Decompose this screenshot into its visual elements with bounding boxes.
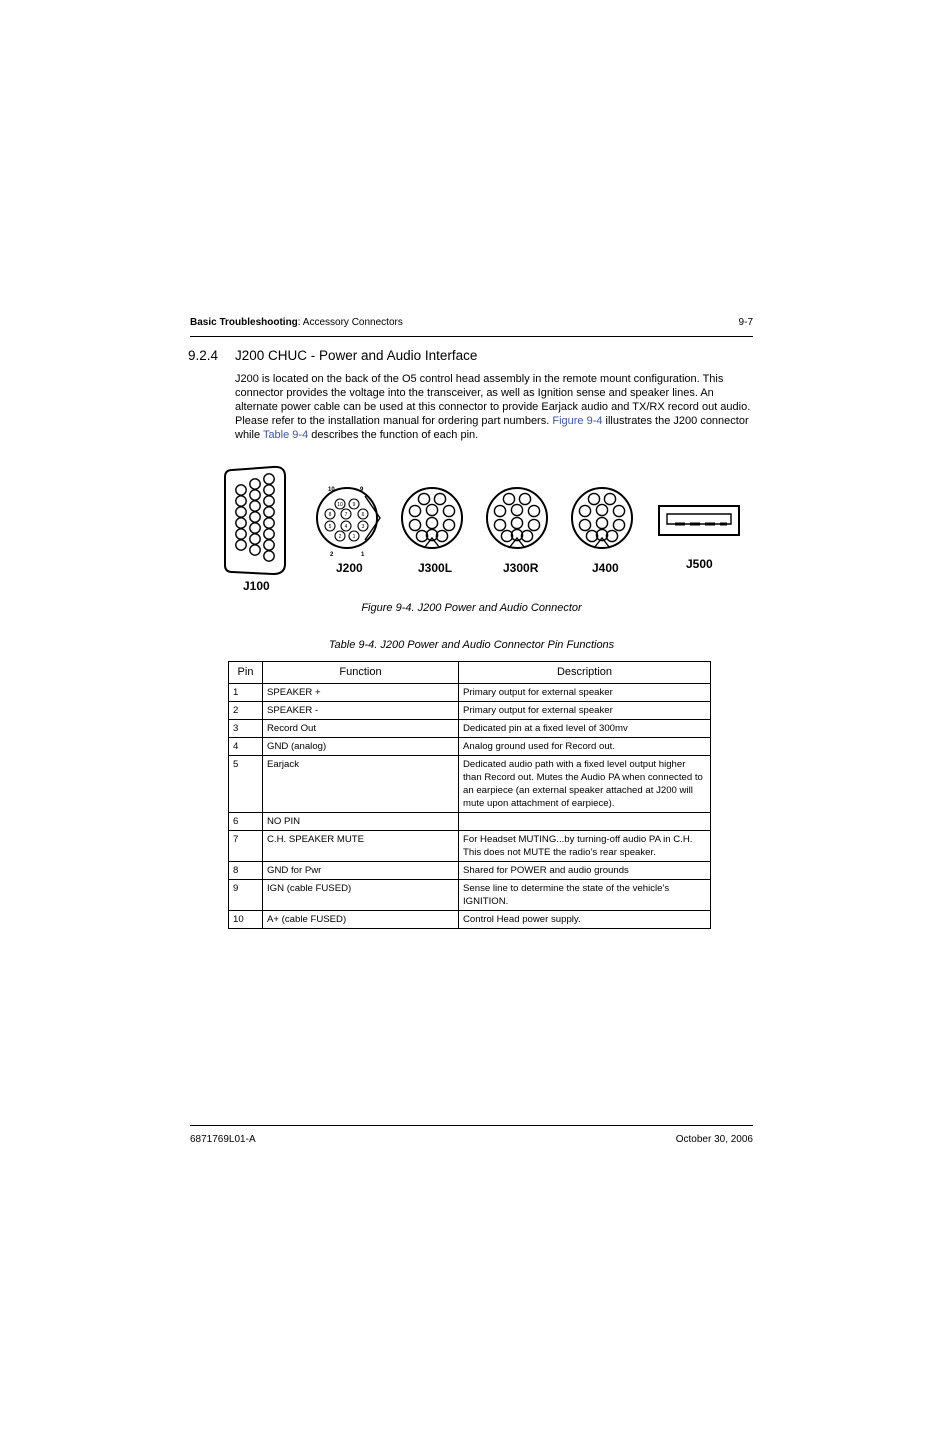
j400-label: J400 [592, 561, 619, 575]
table-row [229, 911, 711, 929]
j100-pin [236, 529, 246, 539]
connector-pin [426, 517, 437, 528]
connector-pin [443, 505, 454, 516]
table-link[interactable]: Table 9-4 [262, 429, 309, 441]
connector-pin [528, 505, 539, 516]
j500-connector [659, 506, 739, 571]
connector-pin [503, 493, 514, 504]
j200-label: J200 [336, 561, 363, 575]
j300l-label: J300L [418, 561, 453, 575]
connector-pin [579, 519, 590, 530]
connector-pin [409, 505, 420, 516]
j300r-label: J300R [503, 561, 539, 575]
j100-pin [250, 479, 260, 489]
j100-label: J100 [243, 579, 270, 593]
connector-pin [511, 517, 522, 528]
j100-pin [250, 523, 260, 533]
j100-pin [264, 507, 274, 517]
table-row [229, 738, 711, 756]
j200-connector [317, 487, 380, 575]
figure-link[interactable]: Figure 9-4 [552, 415, 603, 427]
connector-pin [409, 519, 420, 530]
j200-pin-number: 10 [337, 502, 343, 508]
j200-pin-number: 1 [352, 534, 356, 540]
description-cell: Primary output for external speaker [459, 684, 711, 702]
j100-pin [236, 507, 246, 517]
j100-pin [264, 518, 274, 528]
function-cell: Record Out [263, 720, 459, 738]
function-cell: SPEAKER + [263, 684, 459, 702]
section-heading [188, 348, 477, 363]
description-cell [459, 813, 711, 831]
j200-pin-number: 4 [344, 524, 348, 530]
paragraph-text-3: describes the function of each pin. [308, 429, 479, 441]
table-row [229, 831, 711, 862]
connector-pin [596, 504, 607, 515]
j100-pin [264, 529, 274, 539]
header-function: Function [263, 662, 459, 684]
j200-pin-number: 2 [338, 534, 342, 540]
j100-connector [225, 467, 285, 593]
table-row [229, 862, 711, 880]
function-cell: GND for Pwr [263, 862, 459, 880]
header-page-number: 9-7 [738, 317, 753, 328]
connector-pin [613, 505, 624, 516]
pin-cell: 4 [229, 738, 263, 756]
j500-label: J500 [686, 557, 713, 571]
connector-pin [613, 519, 624, 530]
connector-diagram [215, 462, 755, 597]
j200-pin-label-9: 9 [360, 487, 364, 493]
pin-cell: 8 [229, 862, 263, 880]
j100-pin [264, 551, 274, 561]
connector-pin [494, 519, 505, 530]
page-footer [190, 1125, 753, 1146]
header-section-bold: Basic Troubleshooting [190, 317, 298, 328]
j200-pin-label-10: 10 [328, 487, 335, 493]
j100-pin [250, 534, 260, 544]
connector-figure [215, 462, 755, 602]
j100-pin [250, 501, 260, 511]
function-cell: C.H. SPEAKER MUTE [263, 831, 459, 862]
table-row [229, 813, 711, 831]
j100-pin [250, 545, 260, 555]
j100-pin [236, 518, 246, 528]
table-row [229, 720, 711, 738]
description-cell: Dedicated pin at a fixed level of 300mv [459, 720, 711, 738]
connector-pin [528, 519, 539, 530]
section-number: 9.2.4 [188, 348, 219, 363]
j100-pin [250, 512, 260, 522]
pin-functions-table [228, 661, 711, 929]
pin-cell: 1 [229, 684, 263, 702]
function-cell: IGN (cable FUSED) [263, 880, 459, 911]
paragraph-text-1: J200 is located on the back of the O5 control head assembly in the remote mount configuration. This connector provides the voltage into the transceiver, as well as Ignition sense and speaker lines. An alternate power cable can be used at this connector to provide Earjack audio and TX/RX record out audio. Please refer to the installation manual for ordering part numbers. [235, 373, 751, 427]
description-cell: Dedicated audio path with a fixed level output higher than Record out. Mutes the Audio PA when connected to an earpiece (an external speaker attached at J200 will mute upon attachment of earpiece). [459, 756, 711, 813]
connector-pin [519, 493, 530, 504]
function-cell: SPEAKER - [263, 702, 459, 720]
function-cell: NO PIN [263, 813, 459, 831]
header-description: Description [459, 662, 711, 684]
j100-pin [264, 474, 274, 484]
j100-pin [236, 485, 246, 495]
function-cell: A+ (cable FUSED) [263, 911, 459, 929]
j100-pin [264, 496, 274, 506]
pin-cell: 10 [229, 911, 263, 929]
j100-pin [264, 540, 274, 550]
footer-doc-number: 6871769L01-A [190, 1134, 256, 1145]
header-section [190, 317, 403, 328]
j200-pin-number: 7 [344, 512, 348, 518]
description-cell: Analog ground used for Record out. [459, 738, 711, 756]
paragraph-text-2: illustrates the J200 connector while [235, 415, 749, 441]
function-cell: GND (analog) [263, 738, 459, 756]
j200-pin-number: 6 [361, 512, 365, 518]
function-cell: Earjack [263, 756, 459, 813]
pin-cell: 7 [229, 831, 263, 862]
j200-pin-number: 9 [352, 502, 356, 508]
pin-cell: 6 [229, 813, 263, 831]
connector-pin [511, 504, 522, 515]
table-row [229, 702, 711, 720]
j200-pin-label-1: 1 [361, 552, 365, 558]
j100-pin [250, 490, 260, 500]
connector-pin [418, 493, 429, 504]
j100-pin [236, 540, 246, 550]
j200-pin-label-2: 2 [330, 552, 334, 558]
table-row [229, 756, 711, 813]
connector-pin [494, 505, 505, 516]
j200-pin-number: 8 [328, 512, 332, 518]
connector-pin [426, 504, 437, 515]
j300r-connector [487, 488, 547, 575]
table-row [229, 880, 711, 911]
description-cell: For Headset MUTING...by turning-off audio PA in C.H. This does not MUTE the radio’s rear speaker. [459, 831, 711, 862]
connector-pin [596, 517, 607, 528]
figure-caption: Figure 9-4. J200 Power and Audio Connector [361, 602, 582, 614]
connector-pin [443, 519, 454, 530]
table-caption: Table 9-4. J200 Power and Audio Connector Pin Functions [328, 639, 615, 651]
j300l-connector [402, 488, 462, 575]
description-cell: Primary output for external speaker [459, 702, 711, 720]
header-section-rest: : Accessory Connectors [297, 317, 403, 328]
pin-cell: 2 [229, 702, 263, 720]
pin-cell: 5 [229, 756, 263, 813]
j400-connector [572, 488, 632, 575]
connector-pin [604, 493, 615, 504]
description-cell: Shared for POWER and audio grounds [459, 862, 711, 880]
table-row [229, 684, 711, 702]
description-cell: Control Head power supply. [459, 911, 711, 929]
connector-pin [579, 505, 590, 516]
description-cell: Sense line to determine the state of the vehicle’s IGNITION. [459, 880, 711, 911]
j200-pin-number: 5 [328, 524, 332, 530]
page-header [190, 316, 753, 337]
pin-cell: 9 [229, 880, 263, 911]
header-pin: Pin [229, 662, 263, 684]
table-header-row [229, 662, 711, 684]
j100-pin [264, 485, 274, 495]
body-paragraph [235, 372, 753, 442]
footer-date: October 30, 2006 [675, 1134, 753, 1145]
pin-cell: 3 [229, 720, 263, 738]
j200-pin-number: 3 [361, 524, 365, 530]
connector-pin [588, 493, 599, 504]
j100-pin [236, 496, 246, 506]
connector-pin [434, 493, 445, 504]
section-title: J200 CHUC - Power and Audio Interface [235, 348, 478, 363]
